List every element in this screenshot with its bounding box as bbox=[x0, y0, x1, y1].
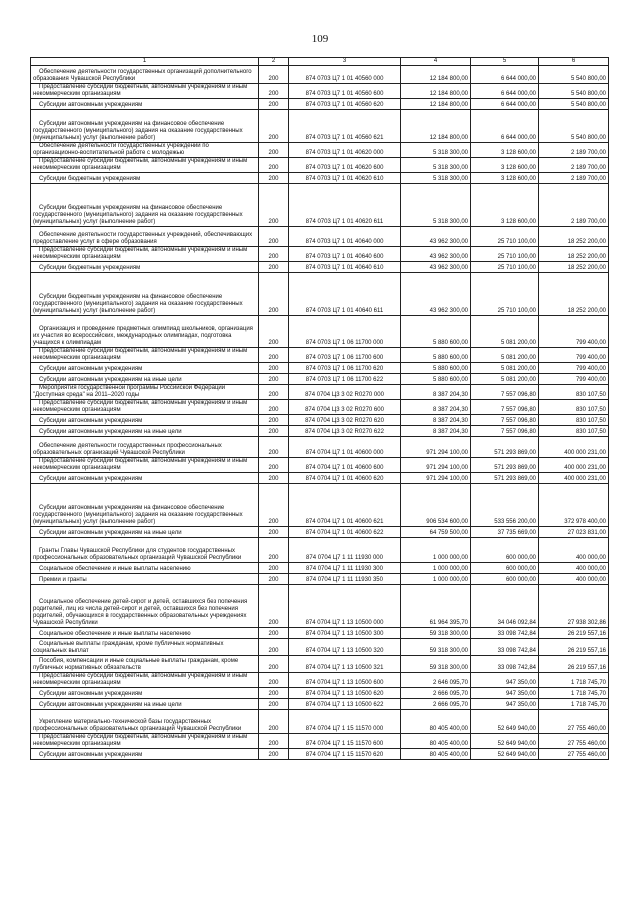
row-value-5: 33 098 742,84 bbox=[471, 656, 539, 673]
row-code: 874 0704 Ц7 1 13 10500 321 bbox=[289, 656, 401, 673]
row-value-6: 799 400,00 bbox=[539, 348, 609, 363]
row-name: Пособия, компенсации и иные социальные выплаты гражданам, кроме публичных нормативных обязательств bbox=[31, 656, 259, 673]
row-code: 874 0704 Ц7 1 13 10500 300 bbox=[289, 628, 401, 639]
row-value-5: 37 735 669,00 bbox=[471, 527, 539, 538]
row-value-4: 43 962 300,00 bbox=[401, 247, 471, 262]
row-code: 874 0704 Ц7 1 13 10500 320 bbox=[289, 639, 401, 656]
table-row bbox=[31, 184, 609, 227]
row-grbs: 200 bbox=[259, 348, 289, 363]
row-value-5: 6 644 000,00 bbox=[471, 66, 539, 84]
row-code: 874 0703 Ц7 1 06 11700 620 bbox=[289, 363, 401, 374]
column-header: 3 bbox=[289, 58, 401, 66]
row-value-4: 80 405 400,00 bbox=[401, 749, 471, 760]
row-name: Мероприятия государственной программы Российской Федерации "Доступная среда" на 2011–2020 годы bbox=[31, 385, 259, 400]
row-value-5: 947 350,00 bbox=[471, 688, 539, 699]
row-value-5: 52 649 940,00 bbox=[471, 734, 539, 749]
row-grbs: 200 bbox=[259, 110, 289, 143]
row-name: Организация и проведение предметных олимпиад школьников, организация их участия во всероссийских, международных олимпиадах, подготовка учащихся к олимпиадам bbox=[31, 316, 259, 348]
row-value-5: 5 081 200,00 bbox=[471, 374, 539, 385]
row-code: 874 0704 Ц7 1 01 40600 000 bbox=[289, 437, 401, 458]
table-row bbox=[31, 656, 609, 673]
table-row bbox=[31, 415, 609, 426]
row-value-4: 59 318 300,00 bbox=[401, 656, 471, 673]
row-value-5: 571 293 869,00 bbox=[471, 437, 539, 458]
row-value-6: 2 189 700,00 bbox=[539, 184, 609, 227]
row-value-6: 26 219 557,16 bbox=[539, 639, 609, 656]
table-row bbox=[31, 247, 609, 262]
row-code: 874 0703 Ц7 1 01 40560 621 bbox=[289, 110, 401, 143]
row-value-4: 12 184 800,00 bbox=[401, 84, 471, 99]
row-grbs: 200 bbox=[259, 415, 289, 426]
row-value-4: 12 184 800,00 bbox=[401, 66, 471, 84]
row-value-5: 5 081 200,00 bbox=[471, 348, 539, 363]
row-grbs: 200 bbox=[259, 143, 289, 158]
table-row bbox=[31, 484, 609, 527]
row-value-6: 1 718 745,70 bbox=[539, 673, 609, 688]
row-name: Субсидии автономным учреждениям bbox=[31, 415, 259, 426]
row-value-6: 799 400,00 bbox=[539, 363, 609, 374]
column-number-row bbox=[31, 58, 609, 66]
row-value-6: 18 252 200,00 bbox=[539, 262, 609, 273]
row-code: 874 0704 Ц7 1 13 10500 622 bbox=[289, 699, 401, 710]
row-grbs: 200 bbox=[259, 749, 289, 760]
row-value-4: 971 294 100,00 bbox=[401, 473, 471, 484]
row-value-6: 5 540 800,00 bbox=[539, 66, 609, 84]
row-value-5: 947 350,00 bbox=[471, 673, 539, 688]
table-row bbox=[31, 437, 609, 458]
row-code: 874 0703 Ц7 1 01 40620 610 bbox=[289, 173, 401, 184]
row-value-6: 400 000 231,00 bbox=[539, 437, 609, 458]
row-grbs: 200 bbox=[259, 273, 289, 316]
row-value-4: 59 318 300,00 bbox=[401, 639, 471, 656]
column-header: 2 bbox=[259, 58, 289, 66]
row-grbs: 200 bbox=[259, 400, 289, 415]
row-value-6: 1 718 745,70 bbox=[539, 688, 609, 699]
row-value-6: 830 107,50 bbox=[539, 400, 609, 415]
table-row bbox=[31, 710, 609, 734]
row-value-6: 27 755 460,00 bbox=[539, 710, 609, 734]
row-grbs: 200 bbox=[259, 437, 289, 458]
table-row bbox=[31, 574, 609, 585]
row-name: Субсидии автономным учреждениям на иные цели bbox=[31, 527, 259, 538]
row-value-4: 1 000 000,00 bbox=[401, 563, 471, 574]
row-value-6: 27 938 302,86 bbox=[539, 585, 609, 628]
row-value-5: 25 710 100,00 bbox=[471, 227, 539, 247]
row-value-4: 2 646 095,70 bbox=[401, 673, 471, 688]
table-row bbox=[31, 158, 609, 173]
row-value-6: 27 755 460,00 bbox=[539, 749, 609, 760]
row-value-5: 34 046 092,84 bbox=[471, 585, 539, 628]
row-value-5: 52 649 940,00 bbox=[471, 749, 539, 760]
table-row bbox=[31, 84, 609, 99]
row-value-4: 5 318 300,00 bbox=[401, 143, 471, 158]
row-grbs: 200 bbox=[259, 247, 289, 262]
row-code: 874 0704 Ц7 1 11 11930 350 bbox=[289, 574, 401, 585]
row-value-5: 3 128 600,00 bbox=[471, 173, 539, 184]
row-grbs: 200 bbox=[259, 473, 289, 484]
row-name: Предоставление субсидий бюджетным, автономным учреждениям и иным некоммерческим организациям bbox=[31, 734, 259, 749]
row-grbs: 200 bbox=[259, 628, 289, 639]
row-code: 874 0703 Ц7 1 01 40620 000 bbox=[289, 143, 401, 158]
row-value-6: 830 107,50 bbox=[539, 415, 609, 426]
row-code: 874 0704 Ц7 1 11 11930 300 bbox=[289, 563, 401, 574]
row-value-4: 61 964 395,70 bbox=[401, 585, 471, 628]
row-grbs: 200 bbox=[259, 710, 289, 734]
row-value-5: 3 128 600,00 bbox=[471, 184, 539, 227]
row-name: Субсидии бюджетным учреждениям на финансовое обеспечение государственного (муниципального) задания на оказание государственных (муниципальных) услуг (выполнение работ) bbox=[31, 273, 259, 316]
row-name: Обеспечение деятельности государственных организаций дополнительного образования Чувашской Республики bbox=[31, 66, 259, 84]
table-row bbox=[31, 527, 609, 538]
table-row bbox=[31, 749, 609, 760]
table-row bbox=[31, 458, 609, 473]
table-row bbox=[31, 316, 609, 348]
row-value-5: 600 000,00 bbox=[471, 538, 539, 563]
row-name: Предоставление субсидий бюджетным, автономным учреждениям и иным некоммерческим организациям bbox=[31, 348, 259, 363]
row-value-6: 830 107,50 bbox=[539, 426, 609, 437]
row-value-5: 25 710 100,00 bbox=[471, 247, 539, 262]
row-code: 874 0703 Ц7 1 01 40640 600 bbox=[289, 247, 401, 262]
row-value-5: 600 000,00 bbox=[471, 574, 539, 585]
row-value-5: 33 098 742,84 bbox=[471, 639, 539, 656]
row-value-4: 80 405 400,00 bbox=[401, 710, 471, 734]
row-code: 874 0704 Ц3 3 02 R0270 620 bbox=[289, 415, 401, 426]
row-grbs: 200 bbox=[259, 385, 289, 400]
row-value-4: 5 318 300,00 bbox=[401, 173, 471, 184]
row-code: 874 0703 Ц7 1 01 40620 611 bbox=[289, 184, 401, 227]
row-value-6: 799 400,00 bbox=[539, 316, 609, 348]
row-code: 874 0703 Ц7 1 01 40640 611 bbox=[289, 273, 401, 316]
row-code: 874 0704 Ц7 1 01 40600 621 bbox=[289, 484, 401, 527]
row-value-6: 26 219 557,16 bbox=[539, 628, 609, 639]
table-row bbox=[31, 538, 609, 563]
row-grbs: 200 bbox=[259, 699, 289, 710]
row-code: 874 0704 Ц7 1 01 40600 600 bbox=[289, 458, 401, 473]
column-header: 1 bbox=[31, 58, 259, 66]
row-name: Субсидии автономным учреждениям bbox=[31, 99, 259, 110]
row-grbs: 200 bbox=[259, 262, 289, 273]
table-row bbox=[31, 639, 609, 656]
row-value-4: 971 294 100,00 bbox=[401, 437, 471, 458]
row-value-4: 906 534 600,00 bbox=[401, 484, 471, 527]
row-value-6: 2 189 700,00 bbox=[539, 143, 609, 158]
row-value-6: 400 000,00 bbox=[539, 574, 609, 585]
row-value-5: 33 098 742,84 bbox=[471, 628, 539, 639]
row-value-4: 43 962 300,00 bbox=[401, 227, 471, 247]
row-value-5: 3 128 600,00 bbox=[471, 158, 539, 173]
row-name: Субсидии бюджетным учреждениям bbox=[31, 173, 259, 184]
row-grbs: 200 bbox=[259, 538, 289, 563]
row-grbs: 200 bbox=[259, 374, 289, 385]
row-code: 874 0703 Ц7 1 01 40620 600 bbox=[289, 158, 401, 173]
row-name: Укрепление материально-технической базы государственных профессиональных образовательных организаций Чувашской Республики bbox=[31, 710, 259, 734]
row-name: Премии и гранты bbox=[31, 574, 259, 585]
row-value-6: 5 540 800,00 bbox=[539, 84, 609, 99]
row-code: 874 0704 Ц3 3 02 R0270 600 bbox=[289, 400, 401, 415]
row-grbs: 200 bbox=[259, 484, 289, 527]
column-header: 4 bbox=[401, 58, 471, 66]
row-grbs: 200 bbox=[259, 563, 289, 574]
row-value-4: 8 387 204,30 bbox=[401, 400, 471, 415]
table-row bbox=[31, 363, 609, 374]
row-code: 874 0703 Ц7 1 01 40640 000 bbox=[289, 227, 401, 247]
table-row bbox=[31, 628, 609, 639]
row-value-4: 5 318 300,00 bbox=[401, 184, 471, 227]
row-value-5: 6 644 000,00 bbox=[471, 99, 539, 110]
row-value-5: 533 556 200,00 bbox=[471, 484, 539, 527]
table-row bbox=[31, 673, 609, 688]
row-name: Обеспечение деятельности государственных учреждений по организационно-воспитательной работе с молодежью bbox=[31, 143, 259, 158]
row-code: 874 0704 Ц3 3 02 R0270 000 bbox=[289, 385, 401, 400]
row-value-6: 400 000 231,00 bbox=[539, 458, 609, 473]
row-value-5: 7 557 096,80 bbox=[471, 400, 539, 415]
row-grbs: 200 bbox=[259, 227, 289, 247]
table-row bbox=[31, 473, 609, 484]
row-grbs: 200 bbox=[259, 184, 289, 227]
table-row bbox=[31, 426, 609, 437]
row-value-5: 25 710 100,00 bbox=[471, 262, 539, 273]
row-name: Субсидии автономным учреждениям на финансовое обеспечение государственного (муниципального) задания на оказание государственных (муниципальных) услуг (выполнение работ) bbox=[31, 484, 259, 527]
row-name: Субсидии автономным учреждениям bbox=[31, 473, 259, 484]
row-grbs: 200 bbox=[259, 66, 289, 84]
row-value-5: 947 350,00 bbox=[471, 699, 539, 710]
row-code: 874 0704 Ц7 1 15 11570 000 bbox=[289, 710, 401, 734]
row-code: 874 0703 Ц7 1 01 40560 600 bbox=[289, 84, 401, 99]
row-value-4: 2 666 095,70 bbox=[401, 699, 471, 710]
row-grbs: 200 bbox=[259, 173, 289, 184]
row-value-4: 1 000 000,00 bbox=[401, 574, 471, 585]
row-value-6: 372 978 400,00 bbox=[539, 484, 609, 527]
row-value-4: 12 184 800,00 bbox=[401, 110, 471, 143]
row-name: Субсидии автономным учреждениям bbox=[31, 363, 259, 374]
row-code: 874 0704 Ц7 1 01 40600 620 bbox=[289, 473, 401, 484]
row-value-5: 5 081 200,00 bbox=[471, 316, 539, 348]
row-grbs: 200 bbox=[259, 316, 289, 348]
row-value-4: 80 405 400,00 bbox=[401, 734, 471, 749]
row-value-4: 5 880 600,00 bbox=[401, 374, 471, 385]
table-row bbox=[31, 66, 609, 84]
row-code: 874 0703 Ц7 1 01 40560 000 bbox=[289, 66, 401, 84]
page-number: 109 bbox=[311, 33, 329, 45]
row-value-5: 600 000,00 bbox=[471, 563, 539, 574]
row-value-6: 27 755 460,00 bbox=[539, 734, 609, 749]
row-code: 874 0704 Ц7 1 01 40600 622 bbox=[289, 527, 401, 538]
row-value-4: 8 387 204,30 bbox=[401, 385, 471, 400]
row-value-6: 18 252 200,00 bbox=[539, 227, 609, 247]
row-value-6: 830 107,50 bbox=[539, 385, 609, 400]
row-value-6: 18 252 200,00 bbox=[539, 273, 609, 316]
table-row bbox=[31, 143, 609, 158]
row-name: Субсидии автономным учреждениям на иные цели bbox=[31, 426, 259, 437]
row-name: Субсидии автономным учреждениям на иные цели bbox=[31, 374, 259, 385]
table-row bbox=[31, 227, 609, 247]
column-header: 6 bbox=[539, 58, 609, 66]
row-name: Субсидии автономным учреждениям на финансовое обеспечение государственного (муниципального) задания на оказание государственных (муниципальных) услуг (выполнение работ) bbox=[31, 110, 259, 143]
row-grbs: 200 bbox=[259, 158, 289, 173]
row-value-6: 400 000,00 bbox=[539, 563, 609, 574]
row-value-5: 6 644 000,00 bbox=[471, 84, 539, 99]
row-name: Предоставление субсидий бюджетным, автономным учреждениям и иным некоммерческим организациям bbox=[31, 247, 259, 262]
table-row bbox=[31, 734, 609, 749]
table-body bbox=[31, 66, 609, 760]
row-value-6: 27 023 831,00 bbox=[539, 527, 609, 538]
table-row bbox=[31, 563, 609, 574]
row-name: Предоставление субсидий бюджетным, автономным учреждениям и иным некоммерческим организациям bbox=[31, 84, 259, 99]
row-value-4: 2 666 095,70 bbox=[401, 688, 471, 699]
table-row bbox=[31, 262, 609, 273]
row-name: Предоставление субсидий бюджетным, автономным учреждениям и иным некоммерческим организациям bbox=[31, 673, 259, 688]
row-value-6: 5 540 800,00 bbox=[539, 99, 609, 110]
row-name: Предоставление субсидий бюджетным, автономным учреждениям и иным некоммерческим организациям bbox=[31, 458, 259, 473]
row-grbs: 200 bbox=[259, 84, 289, 99]
table-row bbox=[31, 585, 609, 628]
table-row bbox=[31, 688, 609, 699]
row-value-5: 6 644 000,00 bbox=[471, 110, 539, 143]
row-value-5: 7 557 096,80 bbox=[471, 385, 539, 400]
budget-table bbox=[30, 57, 609, 760]
row-value-4: 5 880 600,00 bbox=[401, 348, 471, 363]
row-code: 874 0704 Ц3 3 02 R0270 622 bbox=[289, 426, 401, 437]
row-grbs: 200 bbox=[259, 688, 289, 699]
table-row bbox=[31, 99, 609, 110]
row-grbs: 200 bbox=[259, 639, 289, 656]
row-code: 874 0703 Ц7 1 06 11700 000 bbox=[289, 316, 401, 348]
row-grbs: 200 bbox=[259, 458, 289, 473]
row-code: 874 0703 Ц7 1 06 11700 622 bbox=[289, 374, 401, 385]
table-row bbox=[31, 400, 609, 415]
row-name: Гранты Главы Чувашской Республики для студентов государственных профессиональных образовательных организаций Чувашской Республики bbox=[31, 538, 259, 563]
row-value-5: 25 710 100,00 bbox=[471, 273, 539, 316]
row-grbs: 200 bbox=[259, 527, 289, 538]
row-name: Социальное обеспечение детей-сирот и детей, оставшихся без попечения родителей, лиц из числа детей-сирот и детей, оставшихся без попечения родителей, обучающихся в государственных образовательных учреждениях Чувашской Республики bbox=[31, 585, 259, 628]
row-code: 874 0704 Ц7 1 13 10500 600 bbox=[289, 673, 401, 688]
row-code: 874 0703 Ц7 1 01 40560 620 bbox=[289, 99, 401, 110]
row-code: 874 0704 Ц7 1 15 11570 620 bbox=[289, 749, 401, 760]
row-grbs: 200 bbox=[259, 585, 289, 628]
row-value-5: 7 557 096,80 bbox=[471, 426, 539, 437]
table-row bbox=[31, 173, 609, 184]
row-value-4: 43 962 300,00 bbox=[401, 273, 471, 316]
row-value-5: 571 293 869,00 bbox=[471, 458, 539, 473]
table-row bbox=[31, 273, 609, 316]
column-header: 5 bbox=[471, 58, 539, 66]
row-code: 874 0704 Ц7 1 15 11570 600 bbox=[289, 734, 401, 749]
table-row bbox=[31, 374, 609, 385]
row-value-4: 12 184 800,00 bbox=[401, 99, 471, 110]
row-value-4: 971 294 100,00 bbox=[401, 458, 471, 473]
row-grbs: 200 bbox=[259, 426, 289, 437]
row-value-4: 64 759 500,00 bbox=[401, 527, 471, 538]
row-value-4: 8 387 204,30 bbox=[401, 415, 471, 426]
row-grbs: 200 bbox=[259, 99, 289, 110]
row-value-6: 5 540 800,00 bbox=[539, 110, 609, 143]
row-value-6: 1 718 745,70 bbox=[539, 699, 609, 710]
row-value-4: 8 387 204,30 bbox=[401, 426, 471, 437]
row-value-5: 7 557 096,80 bbox=[471, 415, 539, 426]
row-value-6: 2 189 700,00 bbox=[539, 173, 609, 184]
row-code: 874 0704 Ц7 1 13 10500 000 bbox=[289, 585, 401, 628]
row-value-4: 5 318 300,00 bbox=[401, 158, 471, 173]
row-grbs: 200 bbox=[259, 363, 289, 374]
row-name: Обеспечение деятельности государственных профессиональных образовательных организаций Чувашской Республики bbox=[31, 437, 259, 458]
row-value-5: 571 293 869,00 bbox=[471, 473, 539, 484]
row-value-5: 5 081 200,00 bbox=[471, 363, 539, 374]
row-name: Обеспечение деятельности государственных учреждений, обеспечивающих предоставление услуг в сфере образования bbox=[31, 227, 259, 247]
row-name: Субсидии бюджетным учреждениям на финансовое обеспечение государственного (муниципального) задания на оказание государственных (муниципальных) услуг (выполнение работ) bbox=[31, 184, 259, 227]
table-row bbox=[31, 348, 609, 363]
row-value-5: 3 128 600,00 bbox=[471, 143, 539, 158]
row-value-4: 5 880 600,00 bbox=[401, 316, 471, 348]
row-name: Социальное обеспечение и иные выплаты населению bbox=[31, 563, 259, 574]
row-value-6: 799 400,00 bbox=[539, 374, 609, 385]
row-code: 874 0704 Ц7 1 13 10500 620 bbox=[289, 688, 401, 699]
row-name: Субсидии бюджетным учреждениям bbox=[31, 262, 259, 273]
table-row bbox=[31, 699, 609, 710]
row-value-4: 5 880 600,00 bbox=[401, 363, 471, 374]
row-name: Социальные выплаты гражданам, кроме публичных нормативных социальных выплат bbox=[31, 639, 259, 656]
row-name: Предоставление субсидий бюджетным, автономным учреждениям и иным некоммерческим организациям bbox=[31, 158, 259, 173]
row-name: Субсидии автономным учреждениям на иные цели bbox=[31, 699, 259, 710]
row-value-4: 1 000 000,00 bbox=[401, 538, 471, 563]
row-value-6: 2 189 700,00 bbox=[539, 158, 609, 173]
row-code: 874 0703 Ц7 1 06 11700 600 bbox=[289, 348, 401, 363]
row-grbs: 200 bbox=[259, 574, 289, 585]
table-row bbox=[31, 110, 609, 143]
row-value-5: 52 649 940,00 bbox=[471, 710, 539, 734]
row-grbs: 200 bbox=[259, 673, 289, 688]
row-name: Предоставление субсидий бюджетным, автономным учреждениям и иным некоммерческим организациям bbox=[31, 400, 259, 415]
row-grbs: 200 bbox=[259, 734, 289, 749]
row-value-6: 400 000,00 bbox=[539, 538, 609, 563]
row-grbs: 200 bbox=[259, 656, 289, 673]
row-value-6: 18 252 200,00 bbox=[539, 247, 609, 262]
row-code: 874 0703 Ц7 1 01 40640 610 bbox=[289, 262, 401, 273]
table-row bbox=[31, 385, 609, 400]
row-value-6: 26 219 557,16 bbox=[539, 656, 609, 673]
row-value-4: 59 318 300,00 bbox=[401, 628, 471, 639]
row-name: Социальное обеспечение и иные выплаты населению bbox=[31, 628, 259, 639]
row-value-4: 43 962 300,00 bbox=[401, 262, 471, 273]
row-value-6: 400 000 231,00 bbox=[539, 473, 609, 484]
row-name: Субсидии автономным учреждениям bbox=[31, 749, 259, 760]
row-code: 874 0704 Ц7 1 11 11930 000 bbox=[289, 538, 401, 563]
row-name: Субсидии автономным учреждениям bbox=[31, 688, 259, 699]
